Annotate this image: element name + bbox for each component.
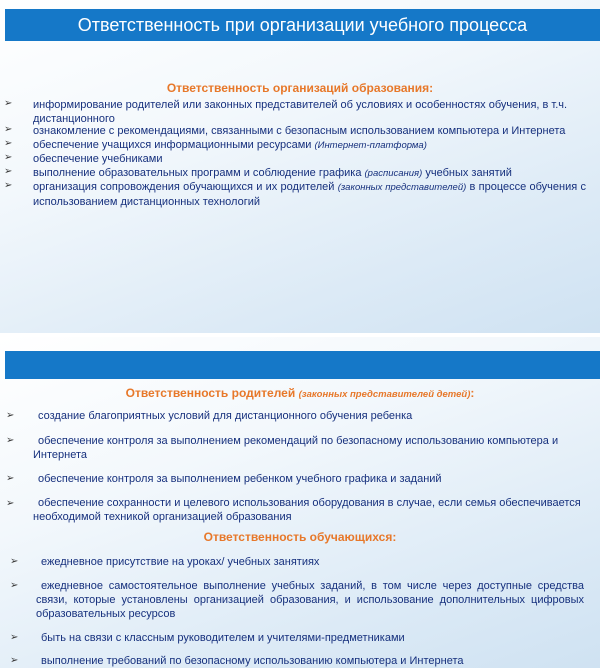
bullet-arrow-icon: ➢	[4, 124, 13, 135]
bullet-arrow-icon: ➢	[4, 166, 13, 177]
bullet-arrow-icon: ➢	[4, 180, 13, 191]
list-item: ежедневное самостоятельное выполнение учебных заданий, в том числе через доступные средства связи, которые установлены организацией образования, и использование дополнительных цифровых образовательных ресурсов	[36, 580, 584, 620]
bullet-arrow-icon: ➢	[6, 498, 15, 509]
list-item	[33, 180, 586, 209]
list-item: информирование родителей или законных представителей об условиях и особенностях обучения, в т.ч. дистанционного	[33, 99, 568, 125]
list-item	[33, 166, 593, 181]
bullet-arrow-icon: ➢	[6, 473, 15, 484]
bullet-arrow-icon: ➢	[4, 98, 13, 109]
section-heading-students: Ответственность обучающихся:	[203, 530, 397, 544]
item-text-tail: учебных занятий	[425, 167, 512, 179]
item-text-tail: в процессе обучения с использованием дистанционных технологий	[33, 181, 586, 208]
bullet-arrow-icon: ➢	[10, 556, 19, 567]
list-item: создание благоприятных условий для дистанционного обучения ребенка	[38, 410, 413, 422]
list-item	[33, 138, 593, 153]
bullet-arrow-icon: ➢	[4, 152, 13, 163]
bullet-arrow-icon: ➢	[10, 655, 19, 666]
slide-parents-students-responsibility	[0, 337, 600, 668]
bullet-arrow-icon: ➢	[6, 410, 15, 421]
slide-title	[5, 351, 600, 379]
section-heading-organizations: Ответственность организаций образования:	[166, 81, 434, 95]
section-heading-parents	[0, 386, 600, 400]
list-item: обеспечение сохранности и целевого использования оборудования в случае, если семья обеспечивается необходимой техникой организацией образования	[33, 497, 581, 523]
list-item: обеспечение контроля за выполнением ребенком учебного графика и заданий	[38, 473, 442, 485]
heading-italic-note: (законных представителей детей)	[298, 389, 471, 400]
bullet-arrow-icon: ➢	[6, 435, 15, 446]
item-italic-note: (Интернет-платформа)	[314, 140, 427, 151]
slide-organization-responsibility	[0, 0, 600, 333]
heading-text: Ответственность родителей	[125, 386, 296, 400]
list-item: обеспечение контроля за выполнением рекомендаций по безопасному использованию компьютера и Интернета	[33, 435, 559, 461]
item-text: выполнение образовательных программ и соблюдение графика	[33, 167, 362, 179]
item-italic-note: (расписания)	[364, 168, 423, 179]
list-item: обеспечение учебниками	[33, 153, 163, 165]
list-item: быть на связи с классным руководителем и учителями-предметниками	[41, 632, 405, 644]
item-text: организация сопровождения обучающихся и их родителей	[33, 181, 335, 193]
heading-colon: :	[470, 386, 475, 400]
list-item: ежедневное присутствие на уроках/ учебных занятиях	[41, 556, 320, 568]
item-text: обеспечение учащихся информационными ресурсами	[33, 139, 312, 151]
slide-title: Ответственность при организации учебного процесса	[5, 9, 600, 41]
bullet-arrow-icon: ➢	[4, 138, 13, 149]
bullet-arrow-icon: ➢	[10, 580, 19, 591]
list-item: выполнение требований по безопасному использованию компьютера и Интернета	[41, 655, 464, 667]
list-item: ознакомление с рекомендациями, связанными с безопасным использованием компьютера и Интернета	[33, 125, 566, 137]
item-italic-note: (законных представителей)	[337, 182, 467, 193]
bullet-arrow-icon: ➢	[10, 632, 19, 643]
